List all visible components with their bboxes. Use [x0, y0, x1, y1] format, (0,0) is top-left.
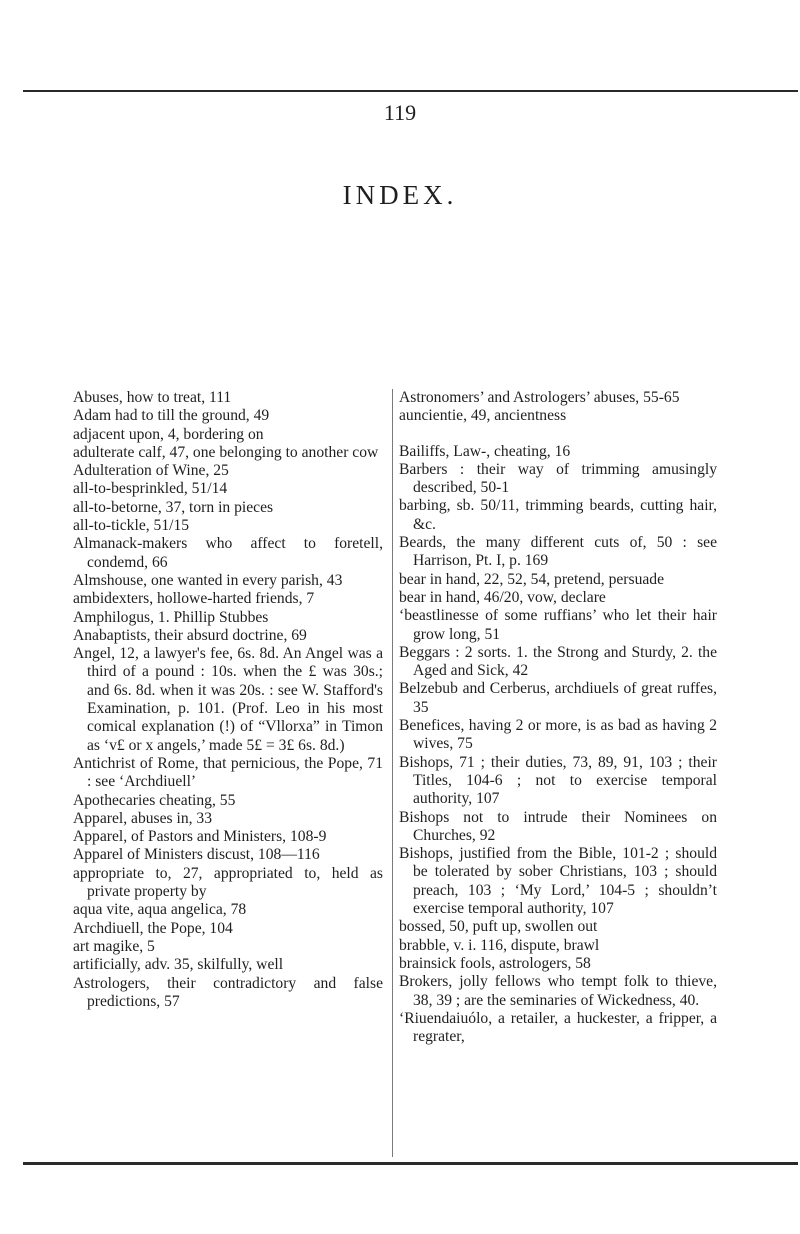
index-entry: Amphilogus, 1. Phillip Stubbes [73, 608, 269, 626]
index-column-right [399, 389, 717, 1046]
index-entry: Benefices, having 2 or more, is as bad as having 2 wives, 75 [399, 717, 717, 753]
index-entry: art magike, 5 [73, 937, 155, 955]
index-entry: Bishops, justified from the Bible, 101-2 ; should be tolerated by sober Christians, 103 ; should preach, 103 ; ‘My Lord,’ 104-5 ; shouldn’t exercise temporal authority, 107 [399, 845, 717, 918]
index-entry: artificially, adv. 35, skilfully, well [73, 956, 284, 974]
index-entry: Astronomers’ and Astrologers’ abuses, 55-65 [399, 389, 680, 406]
index-entry: Beards, the many different cuts of, 50 : see Harrison, Pt. I, p. 169 [399, 534, 717, 570]
page-title: INDEX. [342, 180, 458, 210]
index-entry: Antichrist of Rome, that pernicious, the Pope, 71 : see ‘Archdiuell’ [73, 754, 383, 791]
index-entry: Beggars : 2 sorts. 1. the Strong and Sturdy, 2. the Aged and Sick, 42 [399, 643, 717, 680]
index-entry: all-to-tickle, 51/15 [73, 517, 190, 535]
column-divider [392, 389, 393, 1157]
index-entry: Apothecaries cheating, 55 [73, 791, 236, 809]
index-column-left [73, 389, 383, 1011]
index-entry: Almanack-makers who affect to foretell, condemd, 66 [73, 535, 383, 571]
index-entry: Apparel, of Pastors and Ministers, 108-9 [73, 828, 327, 846]
index-entry: Bailiffs, Law-, cheating, 16 [399, 442, 571, 460]
index-entry: bear in hand, 22, 52, 54, pretend, persuade [399, 570, 665, 588]
index-entry: ambidexters, hollowe-harted friends, 7 [73, 590, 315, 608]
index-entry: Brokers, jolly fellows who tempt folk to thieve, 38, 39 ; are the seminaries of Wickedness, 40. [399, 973, 717, 1009]
index-entry: Angel, 12, a lawyer's fee, 6s. 8d. An Angel was a third of a pound : 10s. when the £ was 30s.; and 6s. 8d. when it was 20s. : see W. Stafford's Examination, p. 101. (Prof. Leo in his most comical explanation (!) of “Vllorxa” in Timon as ‘v£ or x angels,’ made 5£ = 3£ 6s. 8d.) [73, 645, 383, 754]
index-entry: ‘beastlinesse of some ruffians’ who let their hair grow long, 51 [399, 607, 717, 643]
index-entry: aqua vite, aqua angelica, 78 [73, 901, 247, 919]
top-rule [23, 90, 798, 92]
index-entry: Adam had to till the ground, 49 [73, 407, 270, 425]
bottom-rule [23, 1162, 798, 1165]
index-entry: Bishops not to intrude their Nominees on Churches, 92 [399, 808, 717, 844]
index-entry: bossed, 50, puft up, swollen out [399, 918, 598, 936]
index-entry: Apparel, abuses in, 33 [73, 809, 213, 827]
index-entry: brainsick fools, astrologers, 58 [399, 954, 591, 972]
index-entry: Bishops, 71 ; their duties, 73, 89, 91, 103 ; their Titles, 104-6 ; not to exercise temporal authority, 107 [399, 753, 717, 808]
index-entry: Adulteration of Wine, 25 [73, 462, 229, 480]
index-entry: Archdiuell, the Pope, 104 [73, 919, 233, 937]
index-entry: Apparel of Ministers discust, 108—116 [73, 846, 320, 864]
index-entry: Barbers : their way of trimming amusingly described, 50-1 [399, 460, 717, 497]
index-entry: adulterate calf, 47, one belonging to another cow [73, 443, 379, 461]
index-entry: barbing, sb. 50/11, trimming beards, cutting hair, &c. [399, 497, 717, 533]
index-entry: Almshouse, one wanted in every parish, 43 [73, 571, 343, 589]
index-entry: adjacent upon, 4, bordering on [73, 425, 264, 443]
index-entry: auncientie, 49, ancientness [399, 407, 567, 425]
index-entry: Abuses, how to treat, 111 [73, 389, 232, 406]
index-entry: all-to-betorne, 37, torn in pieces [73, 498, 274, 516]
index-entry: Astrologers, their contradictory and false predictions, 57 [73, 974, 383, 1010]
index-entry: ‘Riuendaiuólo, a retailer, a huckester, a fripper, a regrater, [399, 1009, 717, 1046]
index-entry: bear in hand, 46/20, vow, declare [399, 588, 606, 606]
index-entry: appropriate to, 27, appropriated to, held as private property by [73, 864, 383, 901]
index-entry: brabble, v. i. 116, dispute, brawl [399, 936, 600, 954]
index-entry: Belzebub and Cerberus, archdiuels of great ruffes, 35 [399, 680, 717, 716]
page-number: 119 [383, 100, 417, 125]
index-entry: all-to-besprinkled, 51/14 [73, 480, 228, 498]
index-entry: Anabaptists, their absurd doctrine, 69 [73, 626, 307, 644]
